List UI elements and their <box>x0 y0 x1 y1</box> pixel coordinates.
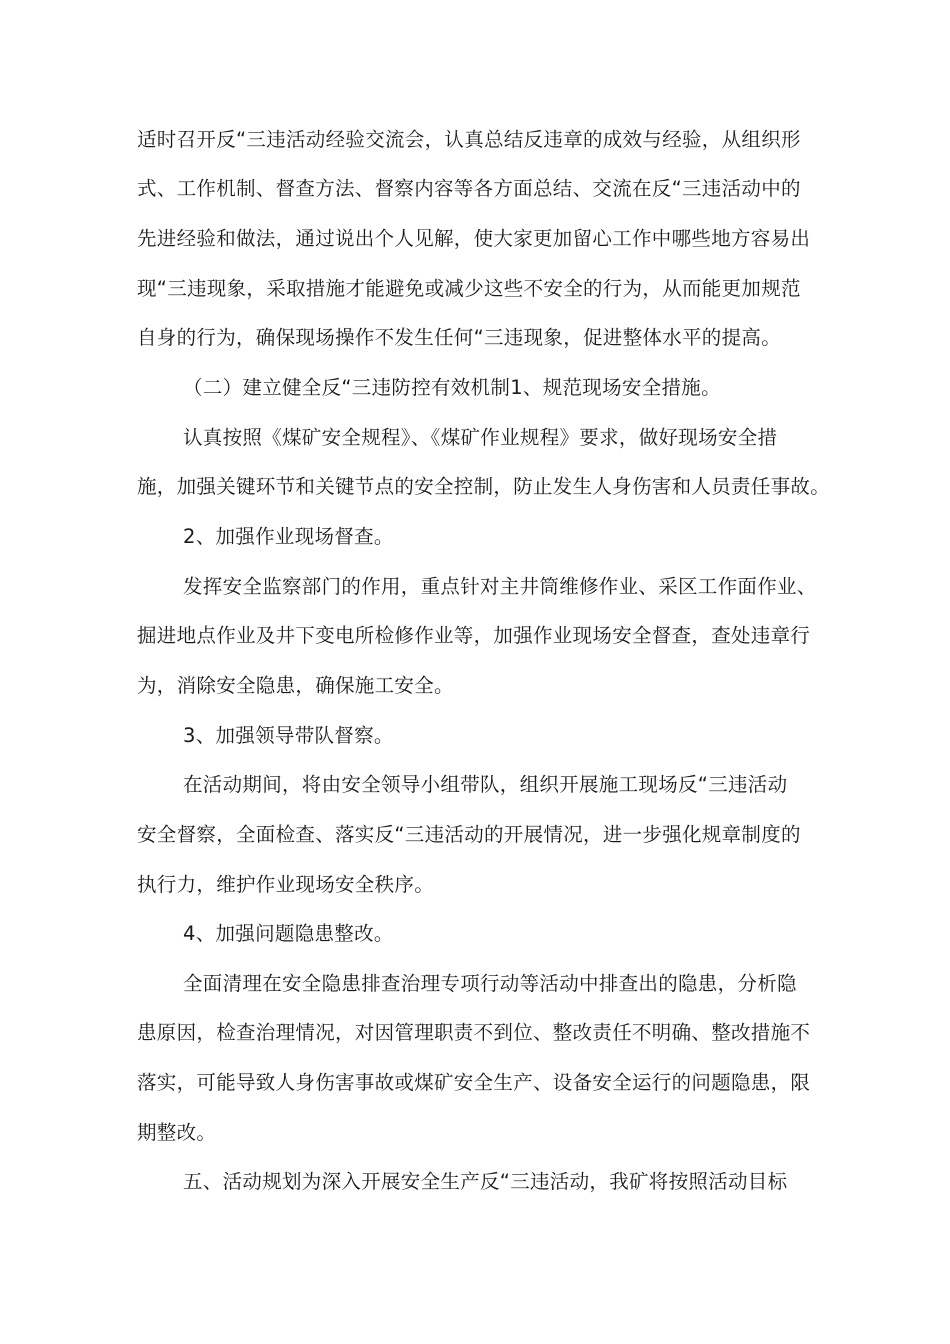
subheading-2: 2、加强作业现场督查。 <box>183 525 394 548</box>
subheading-4: 4、加强问题隐患整改。 <box>183 922 394 945</box>
text-line-16: 执行力，维护作业现场安全秩序。 <box>137 873 435 896</box>
text-line-11: 掘进地点作业及井下变电所检修作业等，加强作业现场安全督查，查处违章行 <box>137 624 811 647</box>
text-line-2: 式、工作机制、督查方法、督察内容等各方面总结、交流在反“三违活动中的 <box>137 177 801 200</box>
text-line-3: 先进经验和做法，通过说出个人见解，使大家更加留心工作中哪些地方容易出 <box>137 227 811 250</box>
text-line-7: 认真按照《煤矿安全规程》、《煤矿作业规程》要求，做好现场安全措 <box>183 426 778 449</box>
text-line-10: 发挥安全监察部门的作用，重点针对主井筒维修作业、采区工作面作业、 <box>183 575 817 598</box>
text-line-1: 适时召开反“三违活动经验交流会，认真总结反违章的成效与经验，从组织形 <box>137 128 801 151</box>
subheading-3: 3、加强领导带队督察。 <box>183 724 394 747</box>
text-line-18: 全面清理在安全隐患排查治理专项行动等活动中排查出的隐患，分析隐 <box>183 972 797 995</box>
text-line-15: 安全督察，全面检查、落实反“三违活动的开展情况，进一步强化规章制度的 <box>137 823 801 846</box>
section-heading-5: 五、活动规划为深入开展安全生产反“三违活动，我矿将按照活动目标 <box>183 1170 788 1193</box>
text-line-4: 现“三违现象，采取措施才能避免或减少这些不安全的行为，从而能更加规范 <box>137 277 801 300</box>
section-heading-2: （二）建立健全反“三违防控有效机制1、规范现场安全措施。 <box>183 376 721 399</box>
text-line-5: 自身的行为，确保现场操作不发生任何“三违现象，促进整体水平的提高。 <box>137 326 782 349</box>
text-line-21: 期整改。 <box>137 1121 217 1144</box>
text-line-14: 在活动期间，将由安全领导小组带队，组织开展施工现场反“三违活动 <box>183 773 788 796</box>
text-line-20: 落实，可能导致人身伤害事故或煤矿安全生产、设备安全运行的问题隐患，限 <box>137 1071 811 1094</box>
text-line-19: 患原因，检查治理情况，对因管理职责不到位、整改责任不明确、整改措施不 <box>137 1021 811 1044</box>
text-line-12: 为，消除安全隐患，确保施工安全。 <box>137 674 454 697</box>
text-line-8: 施，加强关键环节和关键节点的安全控制，防止发生人身伤害和人员责任事故。 <box>137 475 831 498</box>
